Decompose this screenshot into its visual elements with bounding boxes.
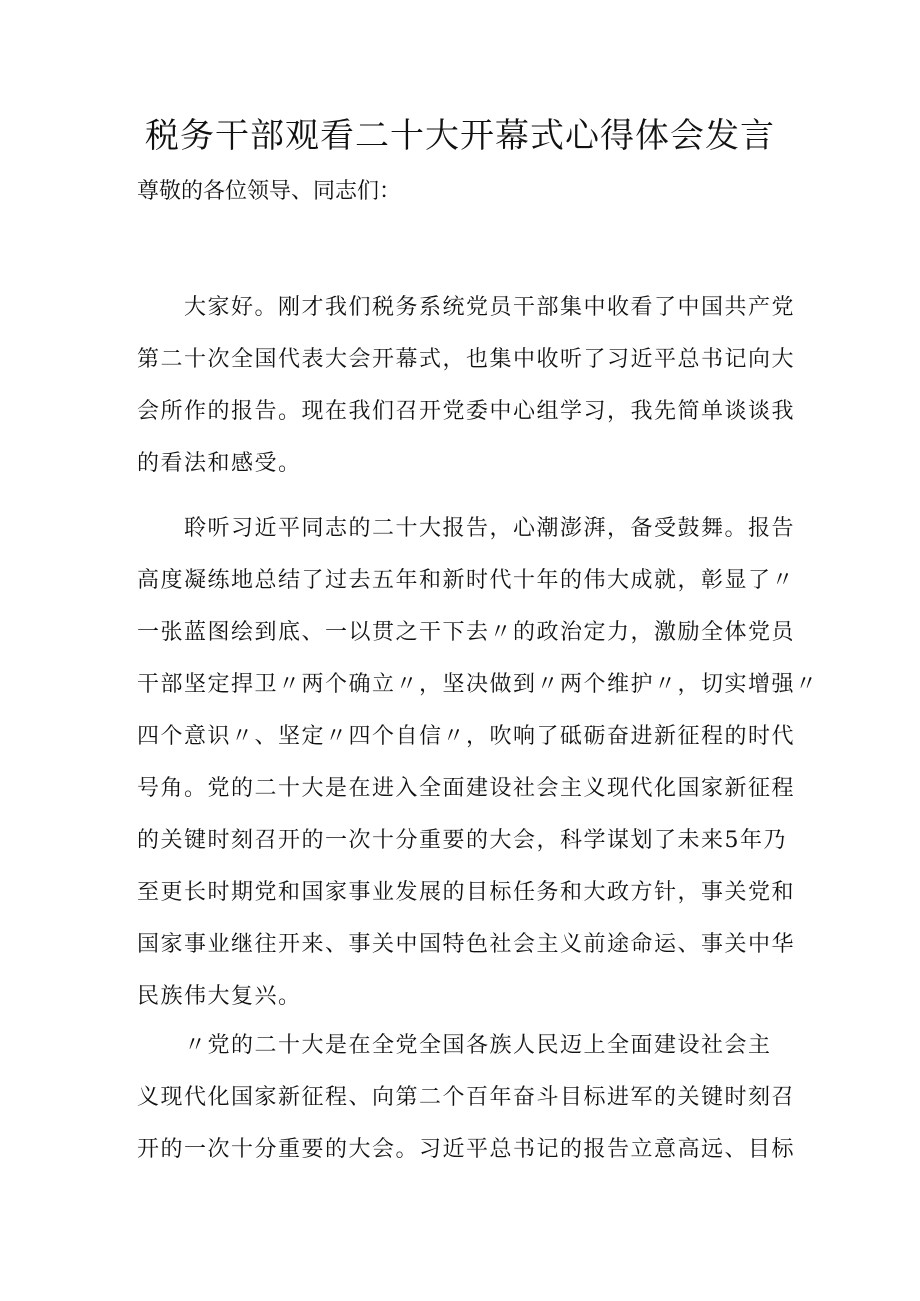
paragraph-line: 的看法和感受。 xyxy=(137,451,302,476)
paragraph-line: 至更长时期党和国家事业发展的目标任务和大政方针，事关党和 xyxy=(137,880,796,905)
paragraph-line: 〃党的二十大是在全党全国各族人民迈上全面建设社会主 xyxy=(137,1033,772,1058)
document-title: 税务干部观看二十大开幕式心得体会发言 xyxy=(145,116,775,156)
salutation: 尊敬的各位领导、同志们： xyxy=(137,179,402,204)
paragraph-line: 国家事业继往开来、事关中国特色社会主义前途命运、事关中华 xyxy=(137,932,796,957)
paragraph-2 xyxy=(137,503,819,1023)
paragraph-line: 开的一次十分重要的大会。习近平总书记的报告立意高远、目标 xyxy=(137,1137,796,1162)
paragraph-line: 第二十次全国代表大会开幕式，也集中收听了习近平总书记向大 xyxy=(137,347,796,372)
paragraph-line: 大家好。刚才我们税务系统党员干部集中收看了中国共产党 xyxy=(137,295,796,320)
paragraph-line: 会所作的报告。现在我们召开党委中心组学习，我先简单谈谈我 xyxy=(137,399,796,424)
paragraph-line: 干部坚定捍卫〃两个确立〃，坚决做到〃两个维护〃，切实增强〃 xyxy=(137,672,819,697)
paragraph-1 xyxy=(137,282,797,490)
paragraph-line: 的关键时刻召开的一次十分重要的大会，科学谋划了未来5年乃 xyxy=(137,828,787,853)
paragraph-line: 一张蓝图绘到底、一以贯之干下去〃的政治定力，激励全体党员 xyxy=(137,620,796,645)
paragraph-3 xyxy=(137,1020,797,1176)
paragraph-line: 四个意识〃、坚定〃四个自信〃，吹响了砥砺奋进新征程的时代 xyxy=(137,724,796,749)
paragraph-line: 民族伟大复兴。 xyxy=(137,984,302,1009)
paragraph-line: 义现代化国家新征程、向第二个百年奋斗目标进军的关键时刻召 xyxy=(137,1085,796,1110)
paragraph-line: 号角。党的二十大是在进入全面建设社会主义现代化国家新征程 xyxy=(137,776,796,801)
paragraph-line: 聆听习近平同志的二十大报告，心潮澎湃，备受鼓舞。报告 xyxy=(137,516,796,541)
paragraph-line: 高度凝练地总结了过去五年和新时代十年的伟大成就，彰显了〃 xyxy=(137,568,796,593)
